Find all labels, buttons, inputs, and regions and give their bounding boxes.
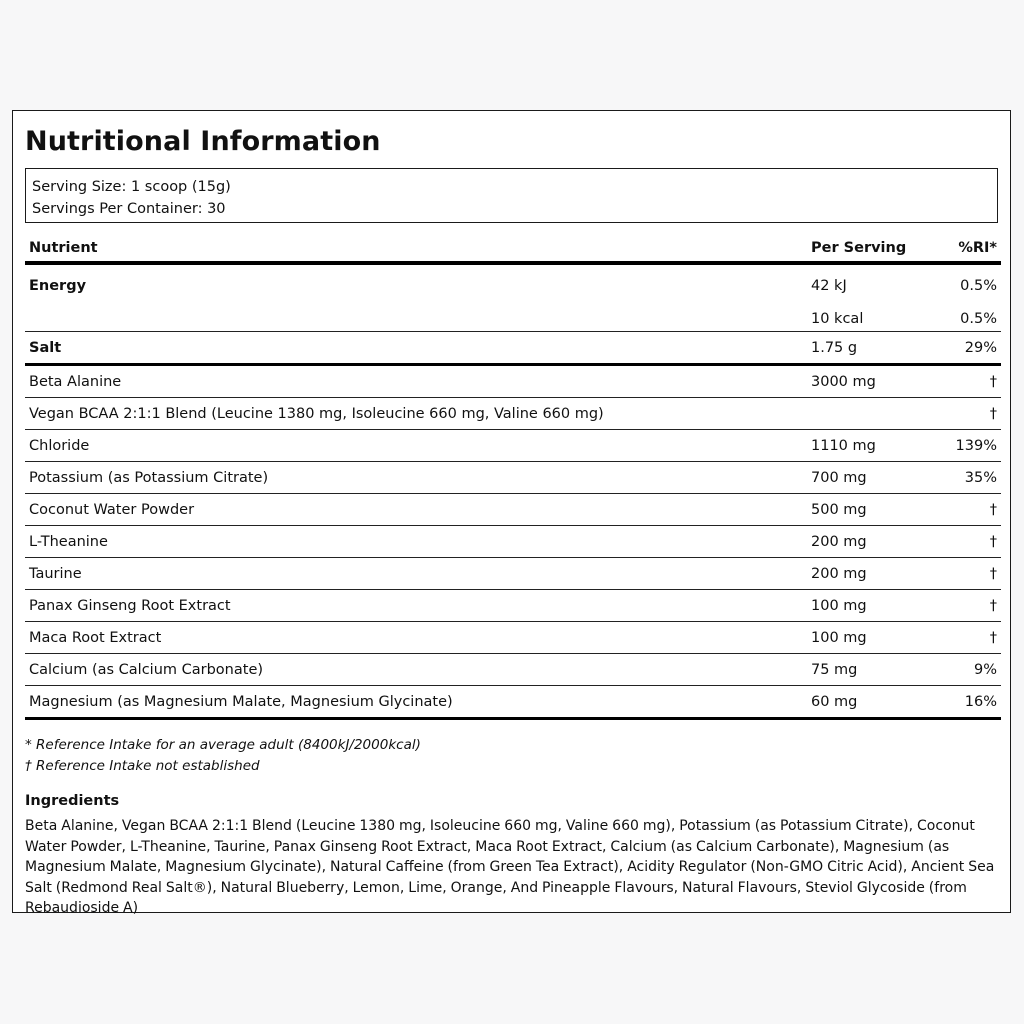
footnotes [25, 735, 998, 777]
nutrient-name-salt: Salt [29, 339, 62, 356]
nutrient-per-serving [807, 398, 935, 430]
label-title: Nutritional Information [25, 126, 381, 157]
serving-info-box [25, 168, 998, 223]
energy-kj-value: 42 kJ [811, 278, 847, 294]
table-row-energy-kj [25, 263, 1001, 307]
nutrient-ri: † [989, 501, 997, 518]
energy-kcal-value: 10 kcal [811, 311, 864, 327]
nutrient-name: L-Theanine [29, 533, 108, 550]
ingredients-heading: Ingredients [25, 793, 120, 809]
footnote-reference-intake: * Reference Intake for an average adult (8400kJ/2000kcal) [25, 737, 421, 753]
nutrient-name: Magnesium (as Magnesium Malate, Magnesium Glycinate) [29, 693, 453, 710]
nutrient-per-serving: 200 mg [811, 565, 867, 582]
table-row [25, 398, 1001, 430]
nutrient-ri: 139% [955, 437, 997, 454]
table-row [25, 686, 1001, 719]
serving-size: Serving Size: 1 scoop (15g) [32, 179, 231, 195]
nutrient-per-serving: 200 mg [811, 533, 867, 550]
nutrient-ri: 16% [964, 693, 997, 710]
table-row [25, 622, 1001, 654]
table-row [25, 558, 1001, 590]
nutrient-per-serving: 60 mg [811, 693, 858, 710]
nutrient-ri: † [989, 597, 997, 614]
header-per-serving: Per Serving [811, 240, 907, 256]
nutrient-ri: 35% [964, 469, 997, 486]
nutrient-name: Panax Ginseng Root Extract [29, 597, 231, 614]
table-row [25, 462, 1001, 494]
nutrient-per-serving: 100 mg [811, 629, 867, 646]
table-row [25, 365, 1001, 398]
energy-kcal-spacer [25, 307, 807, 332]
salt-ri: 29% [964, 339, 997, 356]
nutrition-table [25, 235, 1001, 720]
servings-per-container: Servings Per Container: 30 [32, 201, 226, 217]
ingredients-text: Beta Alanine, Vegan BCAA 2:1:1 Blend (Leucine 1380 mg, Isoleucine 660 mg, Valine 660 mg), Potassium (as Potassium Citrate), Coconut Water Powder, L-Theanine, Taurine, Panax Ginseng Root Extract, Maca Root Extract, Calcium (as Calcium Carbonate), Magnesium (as Magnesium Malate, Magnesium Glycinate), Natural Caffeine (from Green Tea Extract), Acidity Regulator (Non-GMO Citric Acid), Ancient Sea Salt (Redmond Real Salt®), Natural Blueberry, Lemon, Lime, Orange, And Pineapple Flavours, Natural Flavours, Steviol Glycoside (from Rebaudioside A) [25, 818, 995, 916]
footnote-dagger: † Reference Intake not established [25, 758, 260, 774]
energy-kj-ri: 0.5% [960, 278, 997, 294]
header-nutrient: Nutrient [29, 240, 98, 256]
nutrient-ri: † [989, 373, 997, 390]
nutrient-name: Beta Alanine [29, 373, 122, 390]
nutrition-label [12, 110, 1011, 916]
table-row [25, 526, 1001, 558]
nutrient-ri: † [989, 405, 997, 422]
table-row-energy-kcal [25, 307, 1001, 332]
nutrient-per-serving: 100 mg [811, 597, 867, 614]
nutrient-name: Vegan BCAA 2:1:1 Blend (Leucine 1380 mg, Isoleucine 660 mg, Valine 660 mg) [29, 405, 604, 422]
nutrient-per-serving: 75 mg [811, 661, 858, 678]
table-row [25, 590, 1001, 622]
nutrient-name: Chloride [29, 437, 90, 454]
nutrient-per-serving: 500 mg [811, 501, 867, 518]
table-row-salt [25, 332, 1001, 365]
table-row [25, 654, 1001, 686]
nutrient-ri: † [989, 629, 997, 646]
nutrient-name-energy: Energy [29, 278, 87, 294]
nutrient-ri: † [989, 533, 997, 550]
table-row [25, 494, 1001, 526]
nutrient-name: Maca Root Extract [29, 629, 162, 646]
energy-kcal-ri: 0.5% [960, 311, 997, 327]
nutrient-per-serving: 700 mg [811, 469, 867, 486]
table-row [25, 430, 1001, 462]
nutrient-name: Taurine [29, 565, 82, 582]
nutrient-name: Potassium (as Potassium Citrate) [29, 469, 269, 486]
nutrient-ri: † [989, 565, 997, 582]
header-ri: %RI* [958, 240, 997, 256]
salt-value: 1.75 g [811, 339, 858, 356]
nutrient-name: Coconut Water Powder [29, 501, 195, 518]
nutrient-name: Calcium (as Calcium Carbonate) [29, 661, 264, 678]
nutrient-per-serving: 3000 mg [811, 373, 876, 390]
nutrient-ri: 9% [973, 661, 997, 678]
table-header-row [25, 235, 1001, 263]
nutrient-per-serving: 1110 mg [811, 437, 876, 454]
